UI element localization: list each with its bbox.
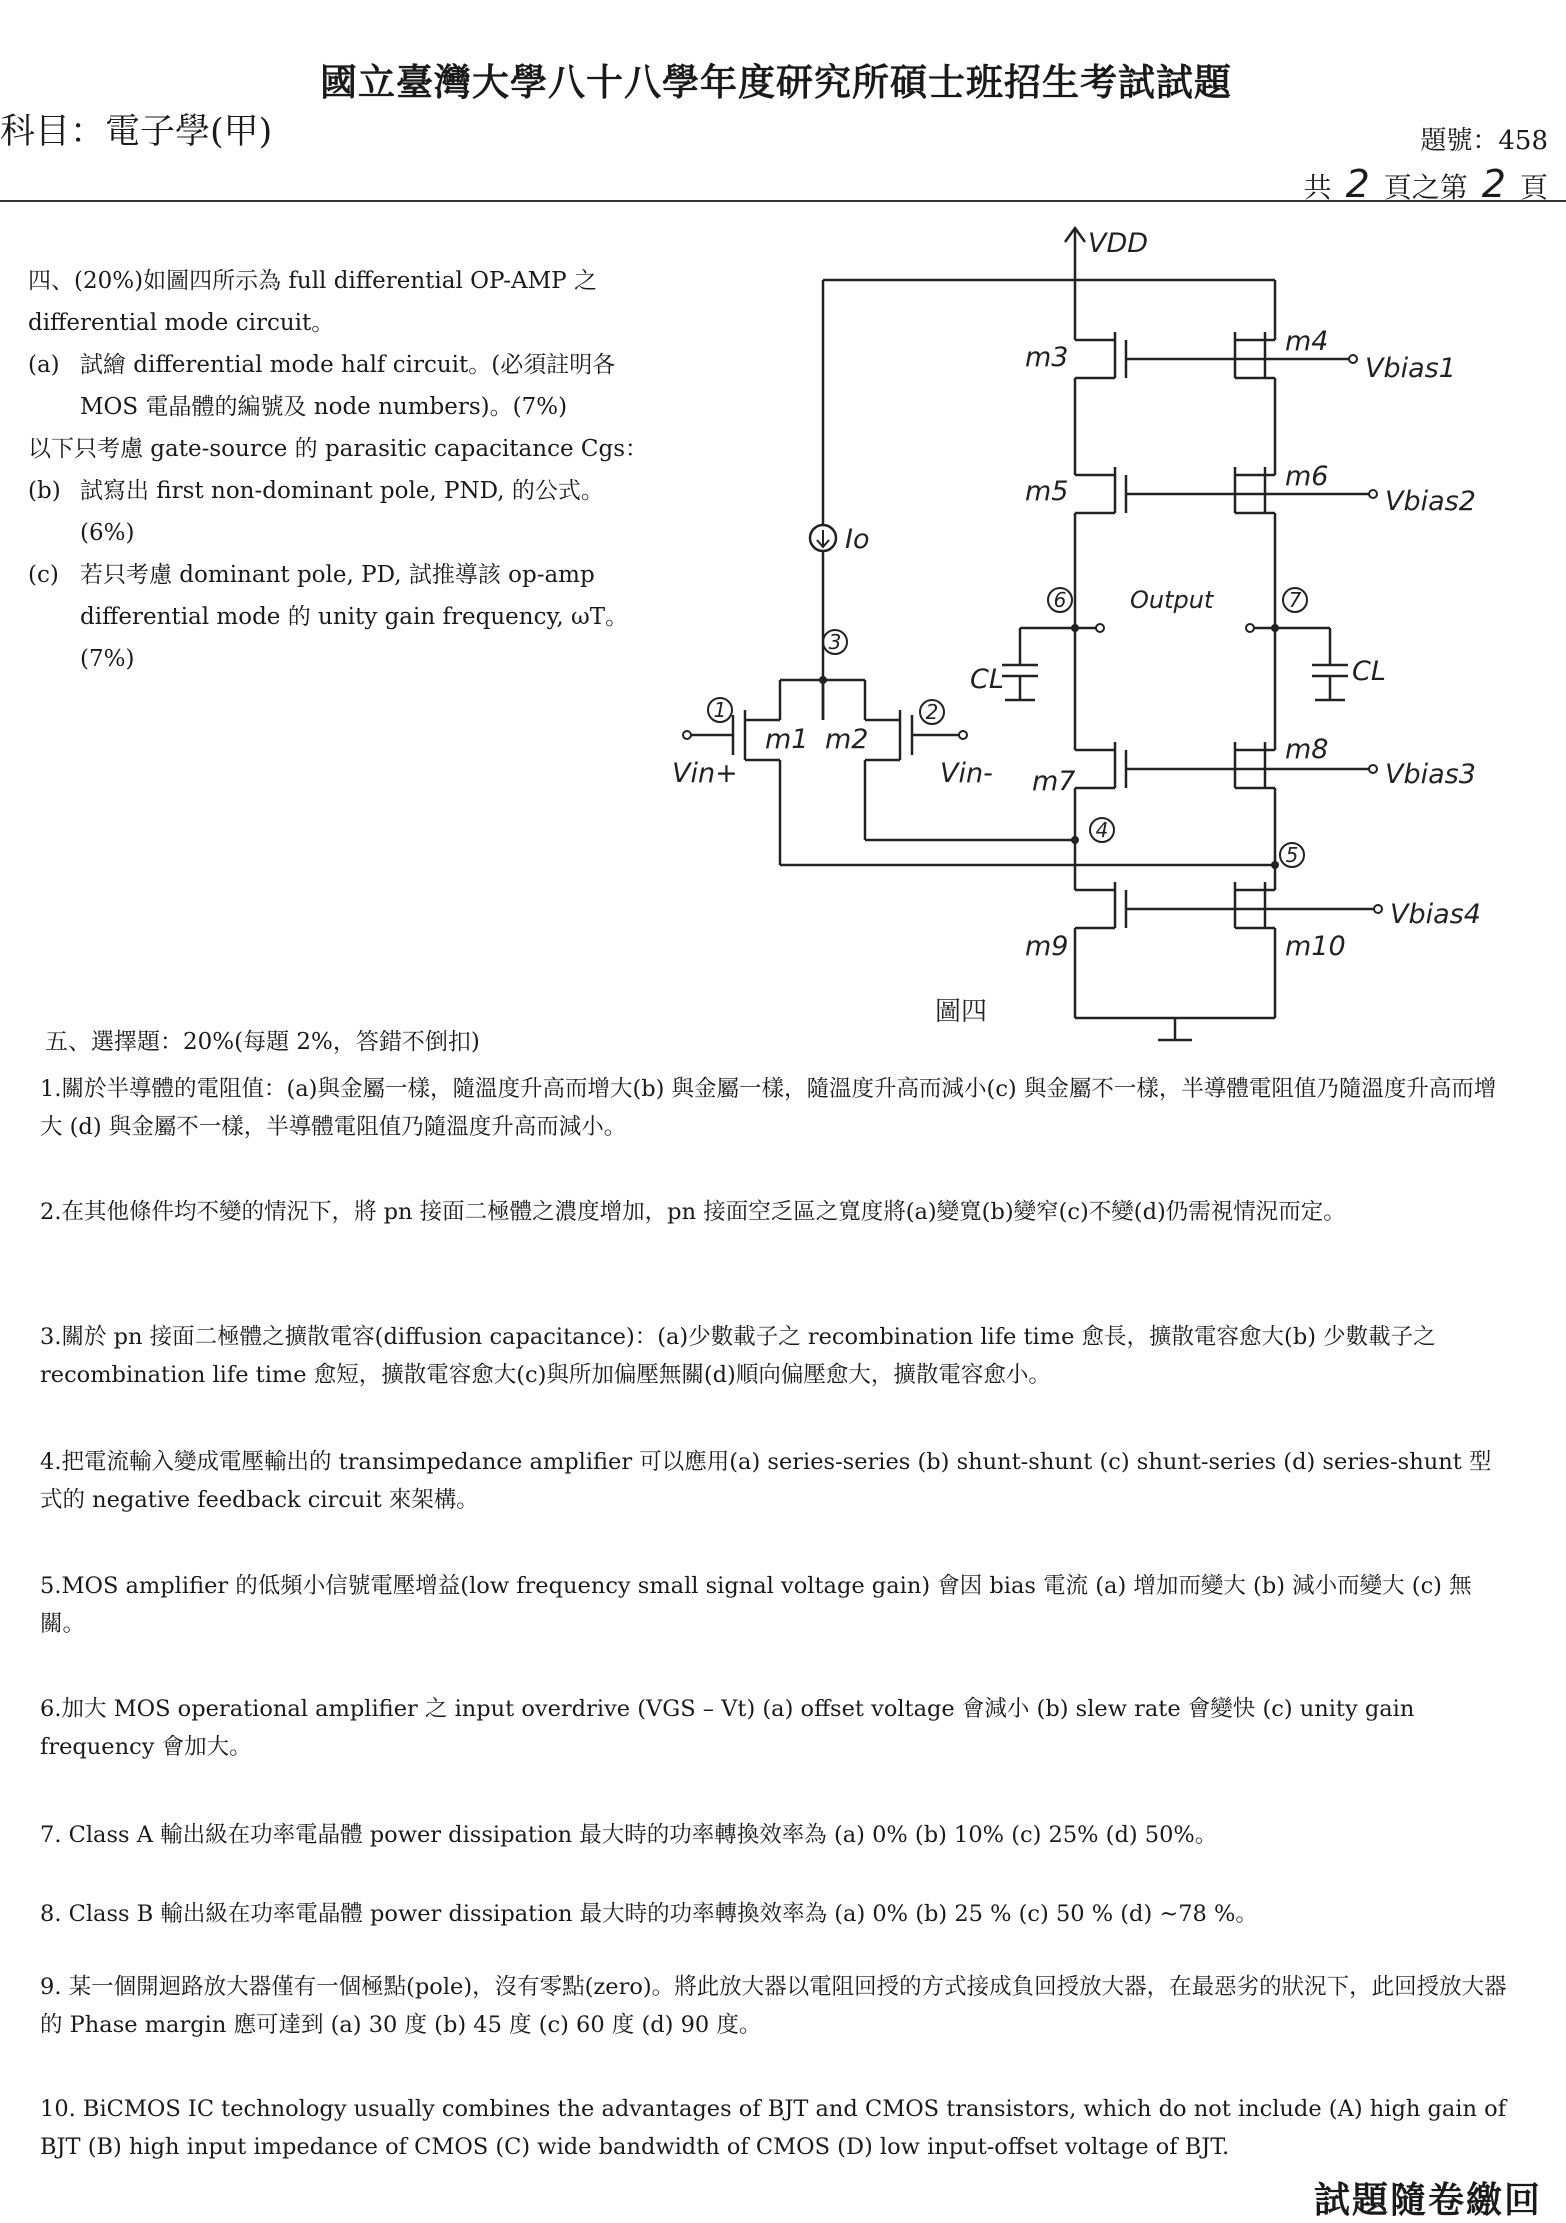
mc-item-5: 5.MOS amplifier 的低頻小信號電壓增益(low frequency small signal voltage gain) 會因 bias 電流 (a) 增加而變大 (b) 減小而變大 (c) 無關。: [40, 1573, 1472, 1637]
cl-right-label: CL: [1352, 656, 1386, 687]
q4-part-c: [28, 554, 653, 596]
m1-label: m1: [765, 724, 809, 755]
m7-label: m7: [1032, 766, 1076, 797]
q4-b-text-2: (6%): [80, 520, 135, 546]
vbias4-label: Vbias4: [1390, 899, 1481, 930]
mc-item-7: 7. Class A 輸出級在功率電晶體 power dissipation 最大時的功率轉換效率為 (a) 0% (b) 10% (c) 25% (d) 50%。: [40, 1822, 1218, 1848]
mc-item-3: 3.關於 pn 接面二極體之擴散電容(diffusion capacitance)：(a)少數載子之 recombination life time 愈長，擴散電容愈大(b) 少數載子之 recombination life time 愈短，擴散電容愈大(c)與所加偏壓無關(d)順向偏壓愈大，擴散電容愈小。: [40, 1324, 1436, 1388]
io-label: Io: [845, 524, 870, 555]
q4-intro: 四、(20%)如圖四所示為 full differential OP-AMP 之: [28, 268, 597, 294]
mc-item-2: 2.在其他條件均不變的情況下，將 pn 接面二極體之濃度增加，pn 接面空乏區之寬度將(a)變寬(b)變窄(c)不變(d)仍需視情況而定。: [40, 1199, 1346, 1225]
output-label: Output: [1130, 586, 1214, 614]
q4-intro-2: differential mode circuit。: [28, 310, 335, 336]
q4-note: 以下只考慮 gate-source 的 parasitic capacitance Cgs：: [28, 436, 649, 462]
node-7: 7: [1288, 588, 1302, 612]
vin-minus-label: Vin-: [940, 758, 993, 789]
cl-left-label: CL: [970, 664, 1004, 695]
vbias3-label: Vbias3: [1385, 759, 1476, 790]
page-current: 2: [1481, 162, 1506, 206]
m10-label: m10: [1285, 931, 1346, 962]
subject-label: 科目：電子學(甲): [0, 112, 273, 152]
page-total: 2: [1345, 162, 1370, 206]
m2-label: m2: [825, 724, 869, 755]
mc-item-6: 6.加大 MOS operational amplifier 之 input overdrive (VGS – Vt) (a) offset voltage 會減小 (b) slew rate 會變快 (c) unity gain frequency 會加大。: [40, 1696, 1415, 1760]
vdd-label: VDD: [1088, 228, 1149, 259]
mc-item-1: 1.關於半導體的電阻值：(a)與金屬一樣，隨溫度升高而增大(b) 與金屬一樣，隨溫度升高而減小(c) 與金屬不一樣，半導體電阻值乃隨溫度升高而增大 (d) 與金屬不一樣，半導體電阻值乃隨溫度升高而減小。: [40, 1076, 1497, 1140]
vbias2-label: Vbias2: [1385, 486, 1476, 517]
vin-plus-label: Vin+: [672, 758, 738, 789]
junction-dots: [819, 624, 1279, 869]
circuit-diagram: [660, 210, 1481, 1080]
page-suffix: 頁: [1519, 171, 1548, 204]
node-5: 5: [1285, 843, 1299, 867]
q4-a-text-2: MOS 電晶體的編號及 node numbers)。(7%): [80, 394, 568, 420]
node-1: 1: [713, 698, 727, 722]
question-number: 題號：458: [1420, 126, 1548, 156]
m5-label: m5: [1025, 476, 1069, 507]
footer-notice: 試題隨卷繳回: [1313, 2179, 1542, 2221]
q4-c-text-3: (7%): [80, 646, 135, 672]
q4-b-label: (b): [28, 478, 61, 504]
q4-part-a: [28, 344, 653, 386]
terminals: [683, 355, 1382, 913]
page-middle: 頁之第: [1383, 171, 1468, 204]
m3-label: m3: [1025, 342, 1069, 373]
q4-c-label: (c): [28, 562, 59, 588]
q4-c-text-2: differential mode 的 unity gain frequency, ωT。: [80, 604, 629, 630]
figure-label: 圖四: [935, 997, 988, 1027]
m6-label: m6: [1285, 461, 1329, 492]
q4-a-text: 試繪 differential mode half circuit。(必須註明各: [80, 352, 616, 378]
section-5-heading: 五、選擇題：20%(每題 2%，答錯不倒扣): [45, 1029, 480, 1055]
mc-item-4: 4.把電流輸入變成電壓輸出的 transimpedance amplifier 可以應用(a) series-series (b) shunt-shunt (c) shunt-series (d) series-shunt 型式的 negative feedback circuit 來架構。: [40, 1449, 1492, 1513]
node-4: 4: [1095, 818, 1109, 842]
q4-b-text: 試寫出 first non-dominant pole, PND, 的公式。: [80, 478, 604, 504]
vbias1-label: Vbias1: [1365, 353, 1456, 384]
node-6: 6: [1053, 588, 1067, 612]
question-4: [28, 260, 653, 680]
node-3: 3: [828, 630, 842, 654]
page-prefix: 共: [1303, 171, 1332, 204]
mc-item-9: 9. 某一個開迴路放大器僅有一個極點(pole)，沒有零點(zero)。將此放大器以電阻回授的方式接成負回授放大器，在最惡劣的狀況下，此回授放大器的 Phase margin 應可達到 (a) 30 度 (b) 45 度 (c) 60 度 (d) 90 度。: [40, 1974, 1507, 2038]
mc-item-10: 10. BiCMOS IC technology usually combines the advantages of BJT and CMOS transistors, which do not include (A) high gain of BJT (B) high input impedance of CMOS (C) wide bandwidth of CMOS (D) low input-offset voltage of BJT.: [40, 2096, 1507, 2160]
exam-title: 國立臺灣大學八十八學年度研究所碩士班招生考試試題: [320, 60, 1232, 104]
header-divider: [0, 200, 1566, 202]
m8-label: m8: [1285, 734, 1329, 765]
m9-label: m9: [1025, 931, 1069, 962]
m4-label: m4: [1285, 326, 1329, 357]
q4-c-text: 若只考慮 dominant pole, PD, 試推導該 op-amp: [80, 562, 595, 588]
q4-part-b: [28, 470, 653, 512]
q4-a-label: (a): [28, 352, 60, 378]
node-2: 2: [925, 700, 939, 724]
mc-item-8: 8. Class B 輸出級在功率電晶體 power dissipation 最大時的功率轉換效率為 (a) 0% (b) 25 % (c) 50 % (d) ~78 %。: [40, 1901, 1258, 1927]
